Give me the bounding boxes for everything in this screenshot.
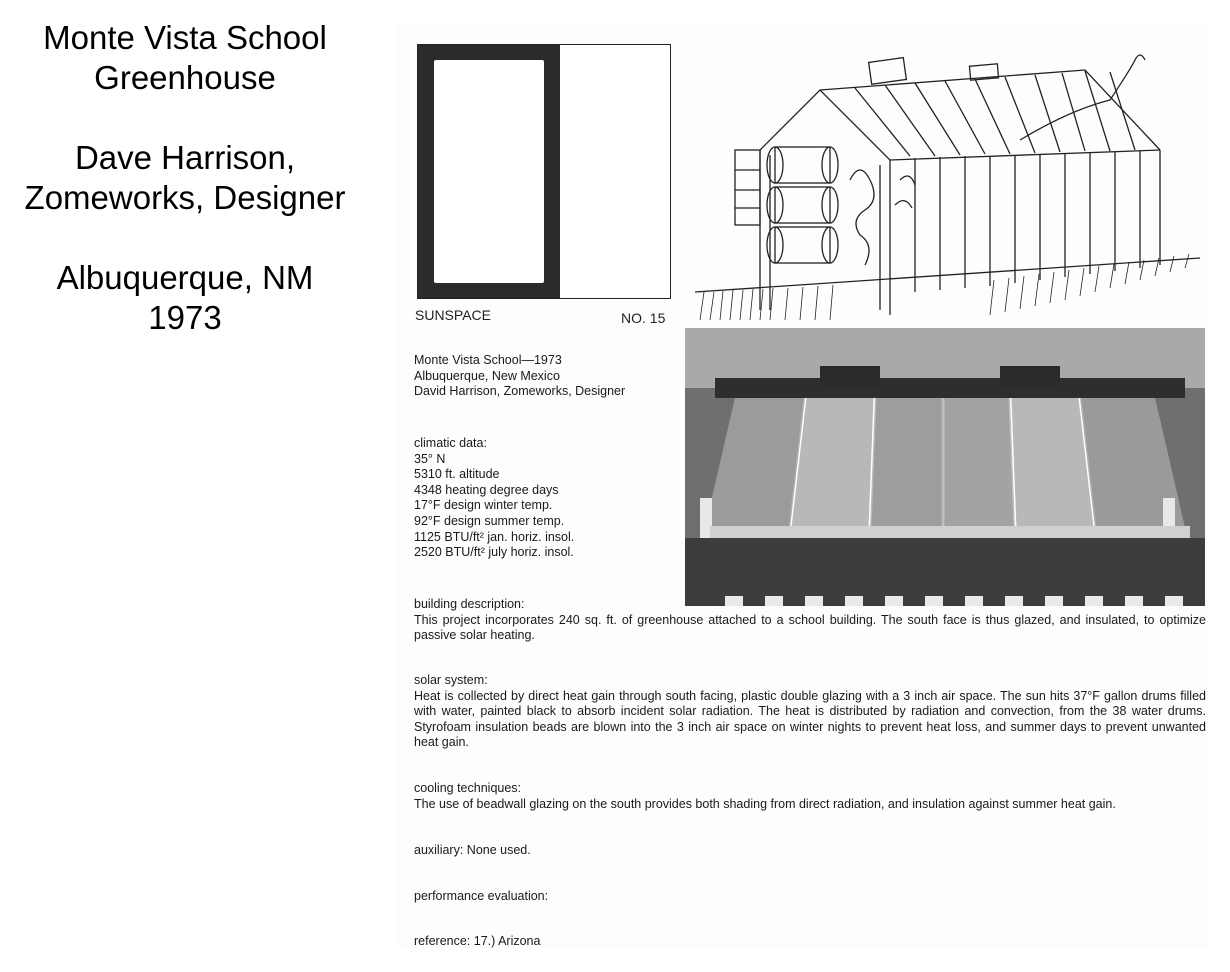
sheet-number: NO. 15: [621, 310, 666, 326]
project-location: Albuquerque, New Mexico: [414, 368, 560, 383]
climatic-line: 5310 ft. altitude: [414, 467, 500, 482]
climatic-line: 1125 BTU/ft² jan. horiz. insol.: [414, 529, 575, 544]
climatic-line: 17°F design winter temp.: [414, 498, 553, 513]
greenhouse-sketch: [690, 30, 1205, 322]
project-name: Monte Vista School—1973: [414, 353, 562, 367]
sunspace-logo: [417, 44, 671, 299]
designer-line: Zomeworks, Designer: [24, 179, 346, 216]
section-heading: climatic data:: [414, 436, 487, 450]
section-heading: cooling techniques:: [414, 781, 522, 795]
title-line: Greenhouse: [94, 59, 276, 96]
section-text: The use of beadwall glazing on the south provides both shading from direct radiation, and insulation against summer heat gain.: [414, 796, 1116, 811]
cooling-techniques: [414, 781, 1206, 812]
section-heading: solar system:: [414, 673, 488, 687]
climatic-line: 4348 heating degree days: [414, 482, 559, 497]
climatic-line: 92°F design summer temp.: [414, 513, 565, 528]
building-description: [414, 597, 1206, 644]
climatic-line: 2520 BTU/ft² july horiz. insol.: [414, 545, 574, 560]
project-info: [414, 353, 625, 400]
year-line: 1973: [148, 299, 222, 336]
slide-title: [10, 18, 360, 338]
climatic-data: [414, 436, 574, 561]
project-designer: David Harrison, Zomeworks, Designer: [414, 384, 626, 399]
location-line: Albuquerque, NM: [56, 259, 314, 296]
performance-heading: performance evaluation:: [414, 889, 549, 903]
section-text: Heat is collected by direct heat gain through south facing, plastic double glazing with a 3 inch air space. The sun hits 37°F gallon drums filled with water, painted black to absorb incident solar radiation. The heat is distributed by radiation and convection, from the 38 water drums. Styrofoam insulation beads are blown into the 3 inch air space on winter nights to prevent heat loss, and summer days to prevent unwanted heat gain.: [414, 688, 1206, 750]
designer-line: Dave Harrison,: [74, 139, 296, 176]
solar-system: [414, 673, 1206, 751]
section-heading: building description:: [414, 597, 525, 611]
category-label: SUNSPACE: [415, 307, 491, 323]
reference-line: reference: 17.) Arizona: [414, 934, 541, 948]
greenhouse-photo: [685, 328, 1205, 606]
auxiliary-line: auxiliary: None used.: [414, 843, 531, 857]
section-text: This project incorporates 240 sq. ft. of greenhouse attached to a school building. The south face is thus glazed, and insulated, to optimize passive solar heating.: [414, 612, 1206, 643]
title-line: Monte Vista School: [43, 19, 327, 56]
climatic-line: 35° N: [414, 451, 446, 466]
